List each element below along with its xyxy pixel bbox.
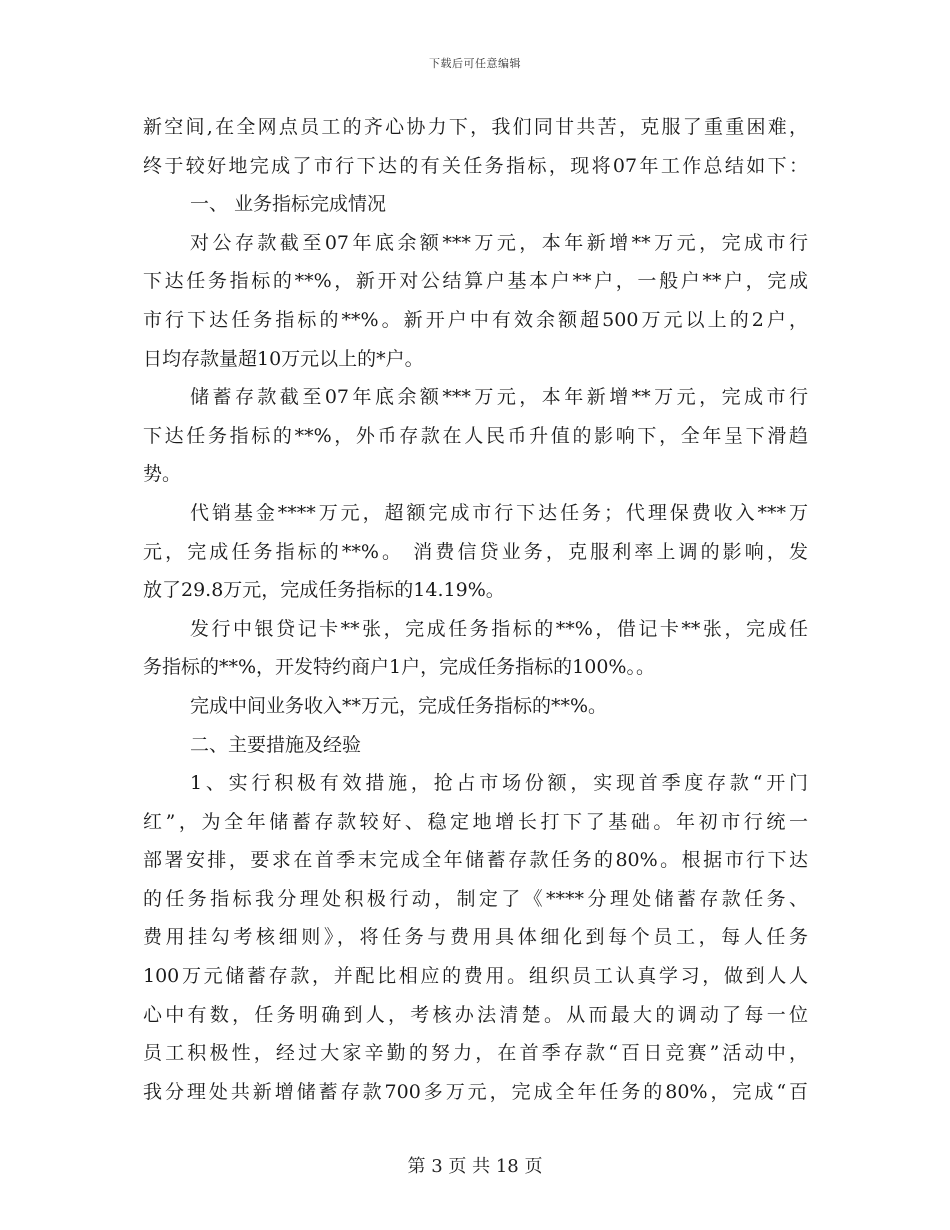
body-line: 新空间,在全网点员工的齐心协力下，我们同甘共苦，克服了重重困难， <box>143 116 808 138</box>
body-line: 100万元储蓄存款，并配比相应的费用。组织员工认真学习，做到人人 <box>143 965 808 988</box>
body-line: 一、 业务指标完成情况 <box>190 193 387 216</box>
body-line: 心中有数，任务明确到人，考核办法清楚。从而最大的调动了每一位 <box>143 1003 808 1026</box>
document-body <box>143 108 808 1111</box>
body-line: 下达任务指标的**%，外币存款在人民币升值的影响下，全年呈下滑趋 <box>143 424 808 447</box>
body-line: 代销基金****万元，超额完成市行下达任务；代理保费收入***万 <box>190 501 808 524</box>
body-line: 储蓄存款截至07年底余额***万元，本年新增**万元，完成市行 <box>190 386 808 409</box>
body-line: 员工积极性，经过大家辛勤的努力，在首季存款“百日竞赛”活动中， <box>143 1042 808 1065</box>
body-line: 务指标的**%，开发特约商户1户，完成任务指标的100%。。 <box>143 656 655 679</box>
body-line: 对公存款截至07年底余额***万元，本年新增**万元，完成市行 <box>190 231 808 254</box>
body-line: 部署安排，要求在首季末完成全年储蓄存款任务的80%。根据市行下达 <box>143 849 808 872</box>
body-line: 下达任务指标的**%，新开对公结算户基本户**户，一般户**户，完成 <box>143 270 808 293</box>
body-line: 红”，为全年储蓄存款较好、稳定地增长打下了基础。年初市行统一 <box>143 810 808 833</box>
body-line: 市行下达任务指标的**%。新开户中有效余额超500万元以上的2户， <box>143 308 808 331</box>
body-line: 发行中银贷记卡**张，完成任务指标的**%，借记卡**张，完成任 <box>190 617 808 640</box>
body-line: 放了29.8万元，完成任务指标的14.19%。 <box>143 579 505 602</box>
body-line: 势。 <box>143 463 182 486</box>
page-number: 第 3 页 共 18 页 <box>407 1156 543 1177</box>
body-line: 元，完成任务指标的**%。 消费信贷业务，克服利率上调的影响，发 <box>143 540 808 563</box>
page-header-note: 下载后可任意编辑 <box>429 57 521 70</box>
body-line: 的任务指标我分理处积极行动，制定了《****分理处储蓄存款任务、 <box>143 887 808 910</box>
body-line: 日均存款量超10万元以上的*户。 <box>143 347 424 370</box>
body-line: 二、主要措施及经验 <box>190 733 362 756</box>
body-line: 完成中间业务收入**万元，完成任务指标的**%。 <box>190 694 608 717</box>
body-line: 1、实行积极有效措施，抢占市场份额，实现首季度存款“开门 <box>190 772 808 795</box>
body-line: 我分理处共新增储蓄存款700多万元，完成全年任务的80%，完成“百 <box>143 1080 808 1103</box>
body-line: 费用挂勾考核细则》，将任务与费用具体细化到每个员工，每人任务 <box>143 926 808 949</box>
body-line: 终于较好地完成了市行下达的有关任务指标，现将07年工作总结如下： <box>143 154 808 177</box>
